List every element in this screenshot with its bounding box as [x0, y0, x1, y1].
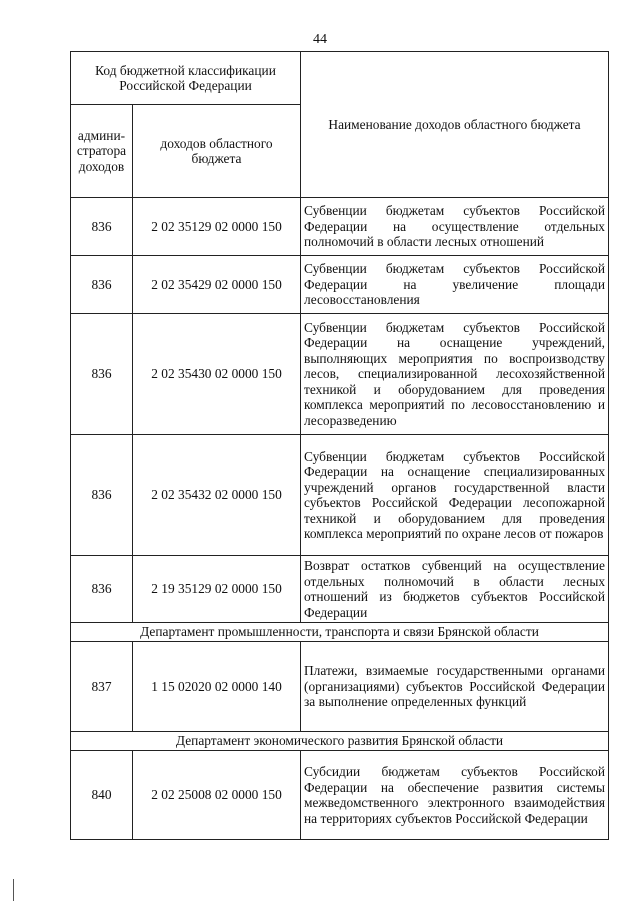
- table-row: [71, 642, 609, 732]
- table-row: [71, 751, 609, 840]
- header-administrator: админи-стратора доходов: [71, 105, 133, 198]
- header-income-name: Наименование доходов областного бюджета: [301, 52, 609, 198]
- admin-code-cell: 840: [71, 751, 133, 840]
- section-row: [71, 623, 609, 642]
- section-row: [71, 732, 609, 751]
- income-code-cell: 2 19 35129 02 0000 150: [133, 556, 301, 623]
- header-income-code: доходов областного бюджета: [133, 105, 301, 198]
- budget-income-table: [70, 51, 609, 840]
- income-name-cell: Платежи, взимаемые государственными органами (организациями) субъектов Российской Федерации за выполнение определенных функций: [301, 642, 609, 732]
- section-title-industry-transport: Департамент промышленности, транспорта и связи Брянской области: [71, 623, 609, 642]
- income-code-cell: 2 02 35429 02 0000 150: [133, 256, 301, 314]
- header-budget-classification-code: Код бюджетной классификации Российской Федерации: [71, 52, 301, 105]
- admin-code-cell: 836: [71, 198, 133, 256]
- admin-code-cell: 837: [71, 642, 133, 732]
- table-row: [71, 198, 609, 256]
- income-name-cell: Субвенции бюджетам субъектов Российской Федерации на осуществление отдельных полномочий в области лесных отношений: [301, 198, 609, 256]
- income-code-cell: 2 02 25008 02 0000 150: [133, 751, 301, 840]
- admin-code-cell: 836: [71, 256, 133, 314]
- income-code-cell: 1 15 02020 02 0000 140: [133, 642, 301, 732]
- admin-code-cell: 836: [71, 435, 133, 556]
- income-name-cell: Субвенции бюджетам субъектов Российской Федерации на оснащение учреждений, выполняющих мероприятия по воспроизводству лесов, специализированной лесохозяйственной техникой и оборудованием для проведения комплекса мероприятий по лесовосстановлению и лесоразведению: [301, 314, 609, 435]
- income-name-cell: Возврат остатков субвенций на осуществление отдельных полномочий в области лесных отношений из бюджетов субъектов Российской Федерации: [301, 556, 609, 623]
- table-row: [71, 256, 609, 314]
- income-name-cell: Субсидии бюджетам субъектов Российской Федерации на обеспечение развития системы межведомственного электронного взаимодействия на территориях субъектов Российской Федерации: [301, 751, 609, 840]
- admin-code-cell: 836: [71, 556, 133, 623]
- income-name-cell: Субвенции бюджетам субъектов Российской Федерации на оснащение специализированных учреждений органов государственной власти субъектов Российской Федерации лесопожарной техникой и оборудованием для проведения комплекса мероприятий по охране лесов от пожаров: [301, 435, 609, 556]
- table-row: [71, 314, 609, 435]
- table-header-row: [71, 52, 609, 105]
- table-row: [71, 435, 609, 556]
- section-title-economic-development: Департамент экономического развития Брянской области: [71, 732, 609, 751]
- admin-code-cell: 836: [71, 314, 133, 435]
- income-name-cell: Субвенции бюджетам субъектов Российской Федерации на увеличение площади лесовосстановления: [301, 256, 609, 314]
- income-code-cell: 2 02 35430 02 0000 150: [133, 314, 301, 435]
- table-row: [71, 556, 609, 623]
- margin-mark: [13, 879, 14, 901]
- income-code-cell: 2 02 35432 02 0000 150: [133, 435, 301, 556]
- page-number: 44: [313, 32, 327, 47]
- income-code-cell: 2 02 35129 02 0000 150: [133, 198, 301, 256]
